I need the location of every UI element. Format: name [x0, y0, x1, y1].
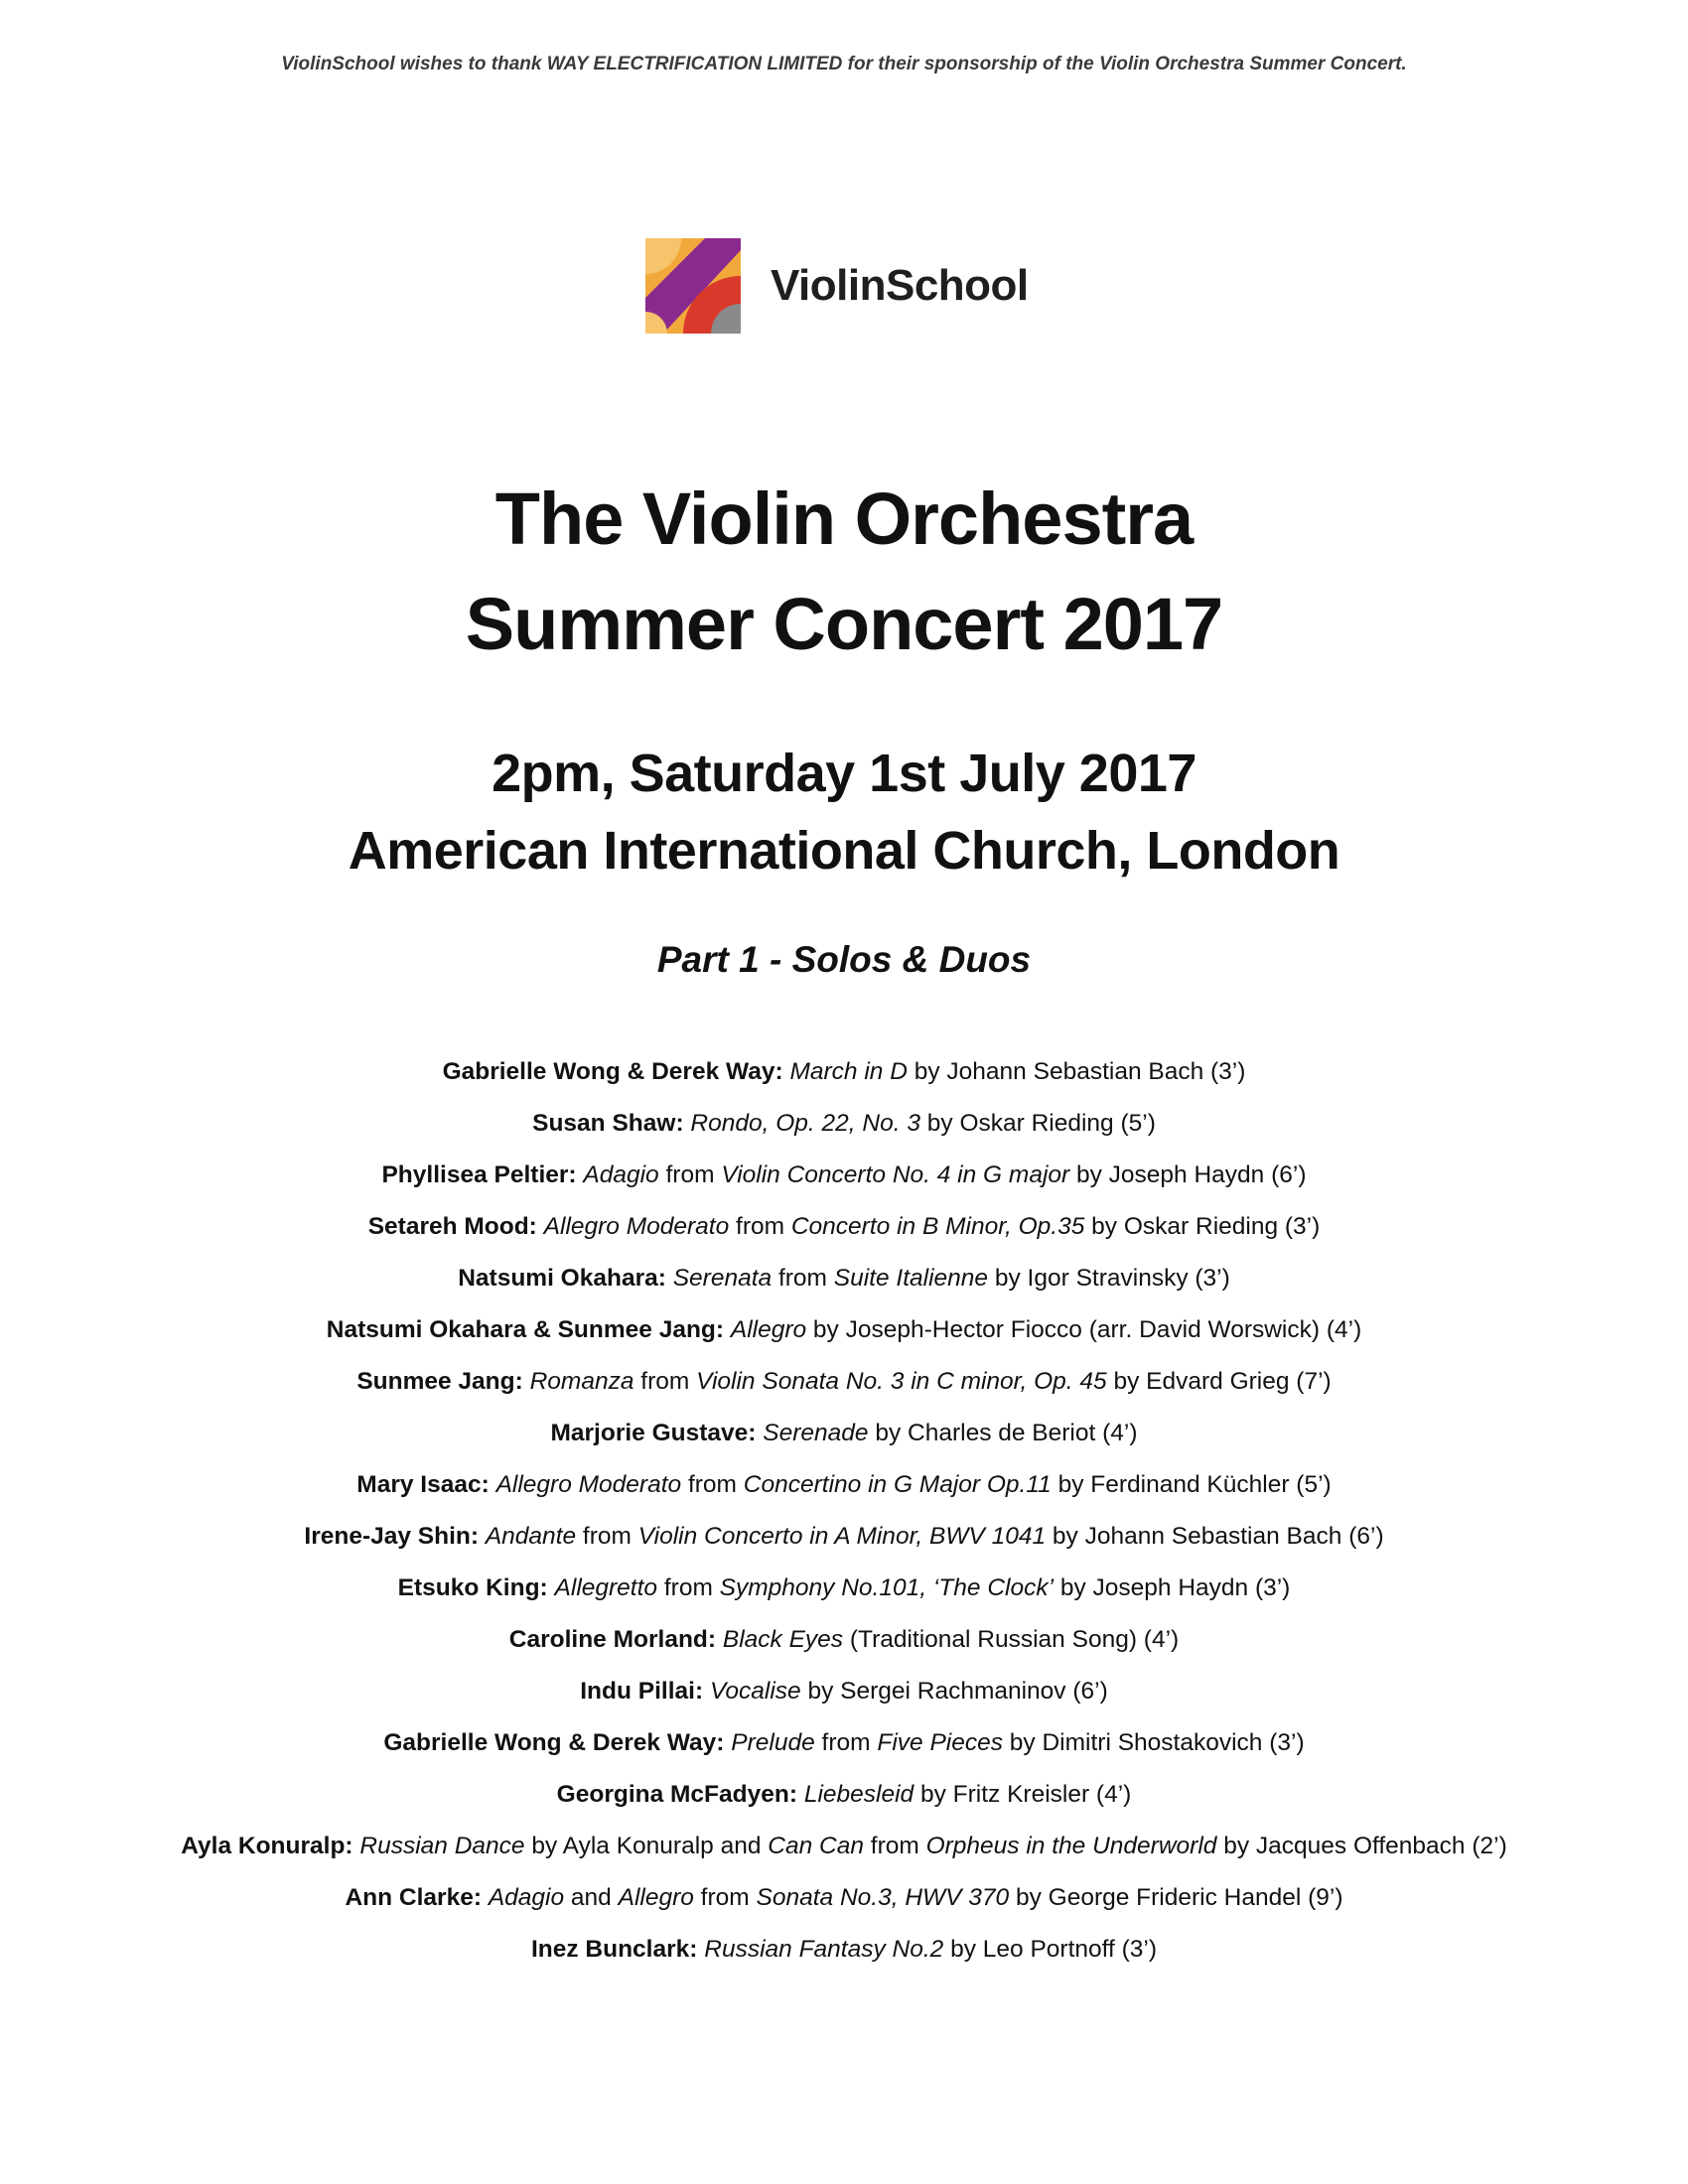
- program-item: [0, 1924, 1688, 1976]
- program-text: by Dimitri Shostakovich (3’): [1003, 1729, 1305, 1756]
- performer-name: Phyllisea Peltier:: [381, 1161, 577, 1188]
- performer-name: Natsumi Okahara:: [458, 1265, 666, 1292]
- performer-name: Susan Shaw:: [532, 1110, 684, 1137]
- program-text: by Sergei Rachmaninov (6’): [800, 1678, 1108, 1705]
- program-text: by Johann Sebastian Bach (6’): [1046, 1523, 1384, 1550]
- performer-name: Etsuko King:: [397, 1574, 548, 1601]
- program-text: [703, 1678, 710, 1705]
- part-heading: Part 1 - Solos & Duos: [656, 939, 1032, 980]
- concert-title: [0, 467, 1688, 677]
- performer-name: Gabrielle Wong & Derek Way:: [442, 1058, 783, 1085]
- program-text: [523, 1368, 530, 1395]
- piece-title: Allegro Moderato: [495, 1471, 682, 1498]
- piece-title: Violin Sonata No. 3 in C minor, Op. 45: [696, 1368, 1107, 1395]
- program-text: [537, 1213, 544, 1240]
- performer-name: Inez Bunclark:: [530, 1936, 698, 1963]
- program-text: by Johann Sebastian Bach (3’): [907, 1058, 1246, 1085]
- piece-title: Symphony No.101, ‘The Clock’: [719, 1574, 1055, 1601]
- piece-title: Vocalise: [709, 1678, 801, 1705]
- piece-title: Adagio: [488, 1884, 565, 1911]
- piece-title: Suite Italienne: [833, 1265, 989, 1292]
- performer-name: Gabrielle Wong & Derek Way:: [383, 1729, 725, 1756]
- program-text: by Ferdinand Küchler (5’): [1051, 1471, 1332, 1498]
- program-text: by Joseph Haydn (3’): [1054, 1574, 1291, 1601]
- program-item: [0, 1046, 1688, 1098]
- program-text: [666, 1265, 673, 1292]
- program-text: [479, 1523, 486, 1550]
- program-item: [0, 1150, 1688, 1201]
- event-time-date: 2pm, Saturday 1st July 2017: [492, 744, 1196, 803]
- program-text: by Igor Stravinsky (3’): [988, 1265, 1230, 1292]
- piece-title: Andante: [485, 1523, 577, 1550]
- piece-title: Russian Dance: [359, 1833, 525, 1859]
- performer-name: Natsumi Okahara & Sunmee Jang:: [326, 1316, 725, 1343]
- performer-name: Mary Isaac:: [356, 1471, 490, 1498]
- performer-name: Sunmee Jang:: [356, 1368, 523, 1395]
- program-text: (Traditional Russian Song) (4’): [843, 1626, 1180, 1653]
- program-text: by Leo Portnoff (3’): [943, 1936, 1158, 1963]
- piece-title: Liebesleid: [803, 1781, 914, 1808]
- program-text: by Joseph Haydn (6’): [1069, 1161, 1307, 1188]
- piece-title: Rondo, Op. 22, No. 3: [690, 1110, 920, 1137]
- program-text: [490, 1471, 496, 1498]
- piece-title: Allegretto: [554, 1574, 658, 1601]
- piece-title: Russian Fantasy No.2: [704, 1936, 944, 1963]
- piece-title: Concertino in G Major Op.11: [743, 1471, 1052, 1498]
- program-text: [548, 1574, 555, 1601]
- title-line-2: Summer Concert 2017: [465, 583, 1223, 665]
- program-item: [0, 1201, 1688, 1253]
- program-text: from: [657, 1574, 720, 1601]
- program-text: from: [729, 1213, 791, 1240]
- performer-name: Ayla Konuralp:: [181, 1833, 353, 1859]
- piece-title: Romanza: [529, 1368, 634, 1395]
- piece-title: Orpheus in the Underworld: [925, 1833, 1217, 1859]
- performer-name: Marjorie Gustave:: [550, 1420, 757, 1446]
- performer-name: Indu Pillai:: [580, 1678, 704, 1705]
- program-text: by Oskar Rieding (3’): [1084, 1213, 1321, 1240]
- violinschool-logo-icon: [645, 238, 741, 334]
- program-text: from: [772, 1265, 834, 1292]
- event-venue: American International Church, London: [348, 821, 1340, 881]
- logo-wordmark: ViolinSchool: [771, 261, 1029, 310]
- program-text: [724, 1316, 731, 1343]
- program-list: [0, 1046, 1688, 1976]
- title-line-1: The Violin Orchestra: [494, 478, 1194, 560]
- program-text: and: [564, 1884, 619, 1911]
- piece-title: Black Eyes: [722, 1626, 844, 1653]
- program-text: by Oskar Rieding (5’): [919, 1110, 1156, 1137]
- piece-title: Allegro Moderato: [543, 1213, 730, 1240]
- piece-title: Sonata No.3, HWV 370: [756, 1884, 1010, 1911]
- program-item: [0, 1511, 1688, 1563]
- program-text: from: [681, 1471, 744, 1498]
- program-item: [0, 1356, 1688, 1408]
- performer-name: Irene-Jay Shin:: [304, 1523, 480, 1550]
- performer-name: Setareh Mood:: [367, 1213, 537, 1240]
- program-text: by George Frideric Handel (9’): [1009, 1884, 1343, 1911]
- program-text: by Joseph-Hector Fiocco (arr. David Worswick) (4’): [806, 1316, 1362, 1343]
- program-item: [0, 1098, 1688, 1150]
- program-text: [482, 1884, 489, 1911]
- piece-title: Prelude: [731, 1729, 815, 1756]
- piece-title: Violin Concerto in A Minor, BWV 1041: [637, 1523, 1047, 1550]
- piece-title: Concerto in B Minor, Op.35: [790, 1213, 1085, 1240]
- program-item: [0, 1872, 1688, 1924]
- violinschool-logo: [645, 236, 1029, 336]
- piece-title: March in D: [789, 1058, 908, 1085]
- program-item: [0, 1459, 1688, 1511]
- piece-title: Allegro: [730, 1316, 807, 1343]
- piece-title: Allegro: [618, 1884, 694, 1911]
- piece-title: Violin Concerto No. 4 in G major: [721, 1161, 1070, 1188]
- performer-name: Ann Clarke:: [345, 1884, 482, 1911]
- piece-title: Five Pieces: [877, 1729, 1003, 1756]
- program-text: from: [576, 1523, 638, 1550]
- sponsor-note: ViolinSchool wishes to thank WAY ELECTRIFICATION LIMITED for their sponsorship of the Violin Orchestra Summer Concert.: [281, 54, 1407, 74]
- performer-name: Caroline Morland:: [508, 1626, 717, 1653]
- piece-title: Adagio: [583, 1161, 659, 1188]
- piece-title: Serenade: [763, 1420, 869, 1446]
- program-text: by Fritz Kreisler (4’): [914, 1781, 1132, 1808]
- program-text: from: [693, 1884, 757, 1911]
- program-item: [0, 1614, 1688, 1666]
- program-text: by Charles de Beriot (4’): [868, 1420, 1138, 1446]
- program-text: by Jacques Offenbach (2’): [1216, 1833, 1507, 1859]
- program-text: from: [814, 1729, 878, 1756]
- program-item: [0, 1253, 1688, 1304]
- program-text: from: [633, 1368, 697, 1395]
- program-item: [0, 1769, 1688, 1821]
- program-text: [797, 1781, 804, 1808]
- event-details: [0, 735, 1688, 889]
- program-item: [0, 1408, 1688, 1459]
- program-item: [0, 1717, 1688, 1769]
- program-text: by Edvard Grieg (7’): [1106, 1368, 1332, 1395]
- program-text: [716, 1626, 723, 1653]
- program-text: by Ayla Konuralp and: [524, 1833, 769, 1859]
- program-item: [0, 1666, 1688, 1717]
- piece-title: Serenata: [672, 1265, 773, 1292]
- piece-title: Can Can: [768, 1833, 864, 1859]
- performer-name: Georgina McFadyen:: [556, 1781, 797, 1808]
- program-text: from: [863, 1833, 926, 1859]
- program-item: [0, 1304, 1688, 1356]
- program-item: [0, 1563, 1688, 1614]
- program-text: from: [658, 1161, 722, 1188]
- program-item: [0, 1821, 1688, 1872]
